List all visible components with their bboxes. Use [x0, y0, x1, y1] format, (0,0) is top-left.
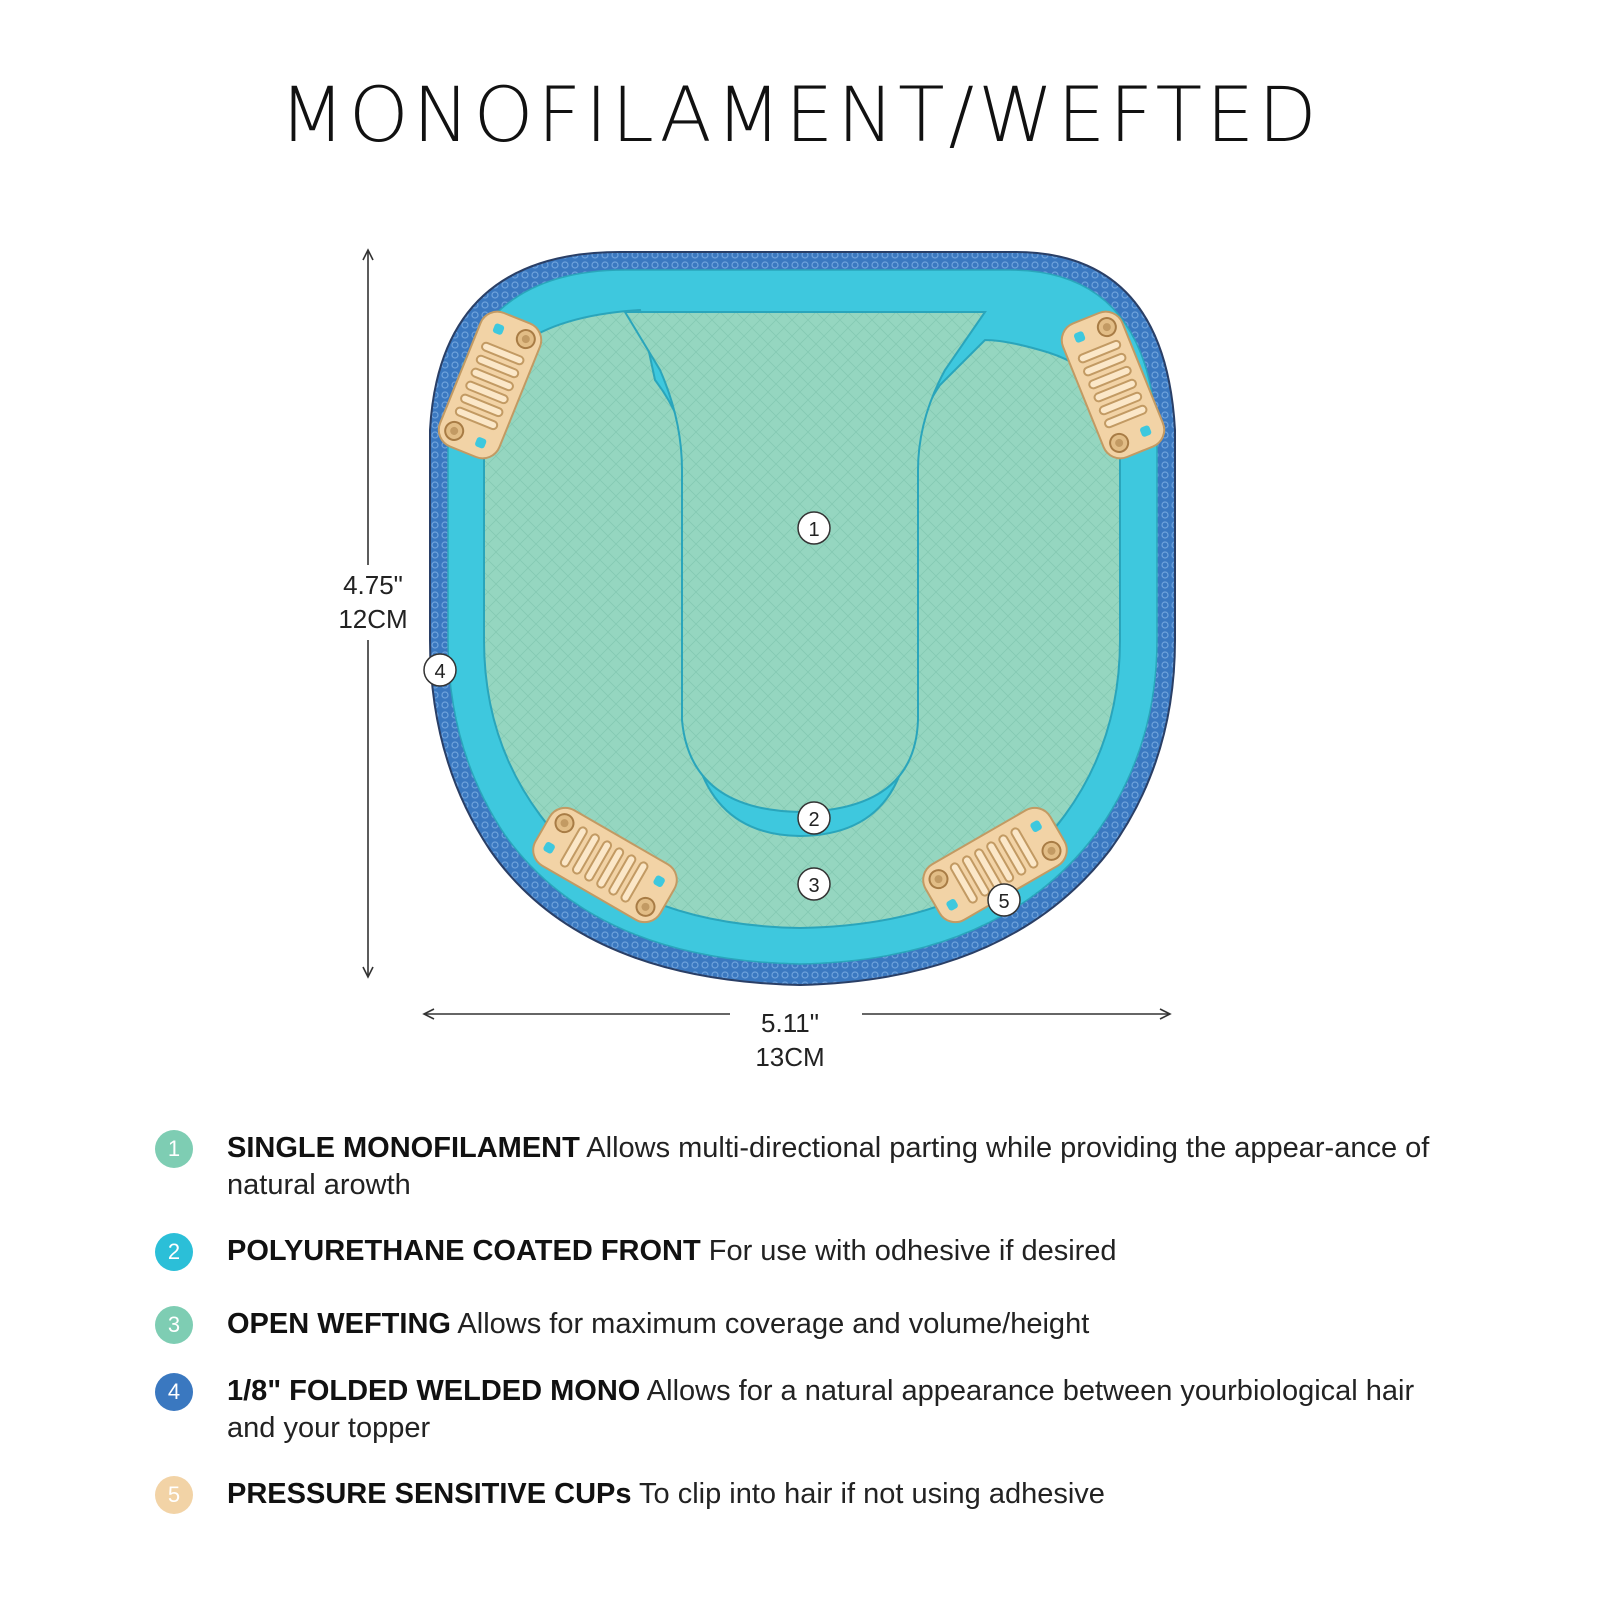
marker-3	[798, 868, 830, 900]
legend-description: Allows for maximum coverage and volume/height	[450, 1308, 1090, 1340]
legend-description: For use with odhesive if desired	[700, 1235, 1117, 1267]
marker-4	[424, 654, 456, 686]
height-inches: 4.75"	[343, 570, 403, 600]
width-inches: 5.11"	[761, 1008, 819, 1038]
marker-2	[798, 802, 830, 834]
svg-text:5: 5	[998, 891, 1010, 913]
legend-heading: 1/8" FOLDED WELDED MONO	[227, 1375, 641, 1407]
legend-text	[227, 1130, 1467, 1204]
legend-badge: 4	[155, 1373, 193, 1411]
svg-text:3: 3	[808, 875, 820, 897]
legend-description: Allows multi-directional parting while providing the appear-ance of natural arowth	[227, 1132, 1430, 1201]
marker-5	[988, 884, 1020, 916]
legend-text	[227, 1233, 1467, 1270]
svg-text:1: 1	[808, 519, 820, 541]
legend-badge: 5	[155, 1476, 193, 1514]
legend-heading: SINGLE MONOFILAMENT	[227, 1132, 580, 1164]
legend-badge: 1	[155, 1130, 193, 1168]
width-dimension-label	[740, 1006, 840, 1074]
height-dimension-label	[328, 568, 418, 636]
legend-badge: 2	[155, 1233, 193, 1271]
legend-heading: PRESSURE SENSITIVE CUPs	[227, 1478, 632, 1510]
legend-description: Allows for a natural appearance between yourbiological hair and your topper	[227, 1375, 1415, 1444]
legend-heading: OPEN WEFTING	[227, 1308, 451, 1340]
legend-description: To clip into hair if not using adhesive	[631, 1478, 1105, 1510]
diagram-title: MONOFILAMENT/WEFTED	[279, 70, 1321, 159]
legend-text	[227, 1476, 1467, 1513]
width-cm: 13CM	[755, 1042, 825, 1072]
legend-text	[227, 1306, 1467, 1343]
height-cm: 12CM	[338, 604, 408, 634]
svg-text:2: 2	[808, 809, 820, 831]
legend-badge: 3	[155, 1306, 193, 1344]
legend-heading: POLYURETHANE COATED FRONT	[227, 1235, 701, 1267]
legend-text	[227, 1373, 1467, 1447]
svg-text:4: 4	[434, 661, 446, 683]
marker-1	[798, 512, 830, 544]
